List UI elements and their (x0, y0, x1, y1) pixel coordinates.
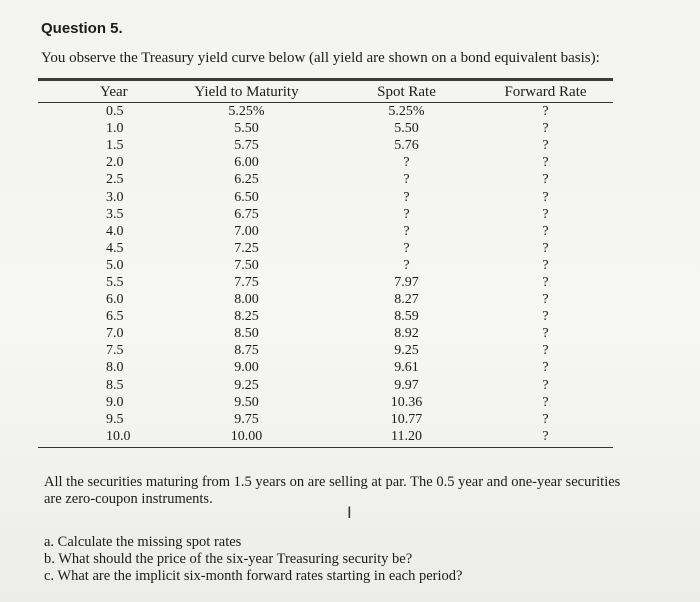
year-cell: 8.0 (106, 360, 124, 376)
ytm-cell: 8.75 (234, 343, 259, 359)
ytm-cell: 10.00 (230, 428, 263, 444)
ytm-cell: 8.50 (234, 326, 259, 342)
spot-rate-cell: 11.20 (391, 428, 422, 444)
ytm-cell: 5.50 (234, 121, 259, 137)
ytm-cell: 6.00 (234, 155, 259, 171)
year-cell: 3.5 (106, 206, 124, 222)
ytm-cell: 9.50 (234, 394, 259, 410)
forward-rate-cell: ? (542, 274, 549, 290)
year-cell: 4.5 (106, 240, 124, 256)
part-c: c. What are the implicit six-month forward rates starting in each period? (44, 568, 463, 584)
spot-rate-cell: 9.97 (394, 377, 419, 393)
spot-rate-cell: 5.50 (394, 121, 419, 137)
forward-rate-cell: ? (542, 206, 549, 222)
ytm-cell: 8.00 (234, 292, 259, 308)
year-cell: 3.0 (106, 189, 124, 205)
table-row (38, 377, 613, 394)
header-yield-to-maturity: Yield to Maturity (158, 82, 335, 103)
year-cell: 4.0 (106, 223, 124, 239)
ytm-cell: 9.25 (234, 377, 259, 393)
forward-rate-cell: ? (542, 155, 549, 171)
ytm-cell: 7.75 (234, 274, 259, 290)
ytm-cell: 5.25% (228, 104, 265, 120)
ytm-cell: 7.00 (234, 223, 259, 239)
year-cell: 9.5 (106, 411, 124, 427)
forward-rate-cell: ? (542, 172, 549, 188)
spot-rate-cell: ? (403, 240, 410, 256)
year-cell: 10.0 (106, 428, 131, 444)
forward-rate-cell: ? (542, 223, 549, 239)
forward-rate-cell: ? (542, 138, 549, 154)
table-row (38, 428, 613, 445)
spot-rate-cell: ? (403, 257, 410, 273)
year-cell: 2.0 (106, 155, 124, 171)
table-row (38, 359, 613, 376)
year-cell: 6.0 (106, 292, 124, 308)
intro-text: You observe the Treasury yield curve below (all yield are shown on a bond equivalent basis): (41, 50, 600, 66)
table-header-row (38, 82, 613, 103)
forward-rate-cell: ? (542, 411, 549, 427)
ytm-cell: 8.25 (234, 309, 259, 325)
table-row (38, 171, 613, 188)
header-forward-rate: Forward Rate (478, 82, 613, 103)
spot-rate-cell: 7.97 (394, 274, 419, 290)
forward-rate-cell: ? (542, 292, 549, 308)
forward-rate-cell: ? (542, 257, 549, 273)
year-cell: 9.0 (106, 394, 124, 410)
table-row (38, 188, 613, 205)
header-year: Year (38, 82, 158, 103)
forward-rate-cell: ? (542, 343, 549, 359)
table-row (38, 291, 613, 308)
spot-rate-cell: 8.92 (394, 326, 419, 342)
year-cell: 1.5 (106, 138, 124, 154)
question-title: Question 5. (41, 20, 123, 37)
ytm-cell: 7.25 (234, 240, 259, 256)
table-bottom-rule (38, 447, 613, 449)
part-b: b. What should the price of the six-year Treasuring security be? (44, 551, 413, 567)
ytm-cell: 7.50 (234, 257, 259, 273)
text-cursor-icon: I (347, 503, 352, 522)
table-row (38, 103, 613, 121)
forward-rate-cell: ? (542, 240, 549, 256)
table-row (38, 274, 613, 291)
part-a: a. Calculate the missing spot rates (44, 534, 242, 550)
table-row (38, 120, 613, 137)
spot-rate-cell: 8.27 (394, 292, 419, 308)
spot-rate-cell: 9.61 (394, 360, 419, 376)
spot-rate-cell: ? (403, 189, 410, 205)
note-text: All the securities maturing from 1.5 years on are selling at par. The 0.5 year and one-year securities are zero-coupon instruments. (44, 474, 621, 507)
forward-rate-cell: ? (542, 394, 549, 410)
spot-rate-cell: 5.25% (388, 104, 425, 120)
forward-rate-cell: ? (542, 104, 549, 120)
table-body (38, 103, 613, 445)
ytm-cell: 6.50 (234, 189, 259, 205)
forward-rate-cell: ? (542, 309, 549, 325)
table-top-rule (38, 78, 613, 81)
ytm-cell: 6.75 (234, 206, 259, 222)
ytm-cell: 5.75 (234, 138, 259, 154)
table-row (38, 154, 613, 171)
forward-rate-cell: ? (542, 326, 549, 342)
year-cell: 2.5 (106, 172, 124, 188)
yield-table-container (38, 78, 613, 448)
spot-rate-cell: 10.77 (390, 411, 423, 427)
ytm-cell: 9.00 (234, 360, 259, 376)
year-cell: 0.5 (106, 104, 124, 120)
forward-rate-cell: ? (542, 377, 549, 393)
year-cell: 5.5 (106, 274, 124, 290)
forward-rate-cell: ? (542, 121, 549, 137)
spot-rate-cell: 10.36 (390, 394, 423, 410)
table-row (38, 223, 613, 240)
table-row (38, 325, 613, 342)
header-spot-rate: Spot Rate (335, 82, 478, 103)
spot-rate-cell: 9.25 (394, 343, 419, 359)
forward-rate-cell: ? (542, 189, 549, 205)
forward-rate-cell: ? (542, 428, 549, 444)
yield-curve-table (38, 82, 613, 445)
table-row (38, 394, 613, 411)
table-row (38, 137, 613, 154)
table-row (38, 240, 613, 257)
year-cell: 6.5 (106, 309, 124, 325)
table-row (38, 411, 613, 428)
spot-rate-cell: ? (403, 223, 410, 239)
forward-rate-cell: ? (542, 360, 549, 376)
table-row (38, 206, 613, 223)
year-cell: 1.0 (106, 121, 124, 137)
spot-rate-cell: ? (403, 155, 410, 171)
year-cell: 7.5 (106, 343, 124, 359)
table-row (38, 257, 613, 274)
spot-rate-cell: 5.76 (394, 138, 419, 154)
year-cell: 8.5 (106, 377, 124, 393)
table-row (38, 308, 613, 325)
ytm-cell: 9.75 (234, 411, 259, 427)
question-parts (44, 534, 462, 585)
spot-rate-cell: ? (403, 206, 410, 222)
year-cell: 5.0 (106, 257, 124, 273)
spot-rate-cell: ? (403, 172, 410, 188)
table-row (38, 342, 613, 359)
year-cell: 7.0 (106, 326, 124, 342)
spot-rate-cell: 8.59 (394, 309, 419, 325)
ytm-cell: 6.25 (234, 172, 259, 188)
